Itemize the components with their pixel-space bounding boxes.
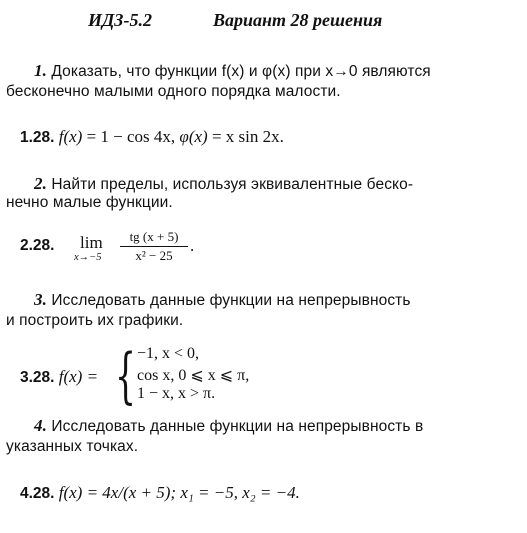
item4-label: 4.28. — [20, 485, 55, 502]
task1-line1 — [34, 61, 431, 82]
item2-numerator: tg (x + 5) — [129, 229, 179, 244]
item1-f-lhs: f(x) — [58, 127, 83, 146]
item2-label: 2.28. — [20, 237, 55, 254]
task2-line1 — [34, 174, 413, 195]
item1-f-rhs: = 1 − cos 4x, — [86, 127, 176, 146]
item4-body: f(x) = 4x/(x + 5); x₁ = −5, x₂ = −4. — [58, 483, 300, 502]
item3-label: 3.28. — [20, 369, 55, 386]
task1-number: 1. — [34, 61, 47, 80]
task2-number: 2. — [34, 174, 47, 193]
task1-text-1: Доказать, что функции f(x) и φ(x) при x→0 являются — [51, 63, 431, 80]
item3-case1: −1, x < 0, — [137, 345, 200, 362]
item1-phi-lhs: φ(x) — [179, 127, 208, 146]
task2-text-1: Найти пределы, используя эквивалентные беско- — [51, 176, 414, 193]
item1-phi-rhs: = x sin 2x. — [211, 127, 284, 146]
item2-label-wrap — [20, 235, 54, 255]
task3-number: 3. — [34, 290, 47, 309]
item3-case3: 1 − x, x > π. — [137, 385, 216, 402]
task3-text-1: Исследовать данные функции на непрерывность — [51, 292, 411, 309]
item2-end: . — [190, 236, 195, 255]
task4-line2: указанных точках. — [6, 438, 139, 455]
item3-lhs-wrap — [20, 367, 98, 387]
item2-lim-sub: x→−5 — [74, 252, 102, 263]
item1-label: 1.28. — [20, 129, 55, 146]
task3-line1 — [34, 290, 411, 311]
item3-lhs: f(x) = — [58, 367, 99, 386]
task4-number: 4. — [34, 416, 47, 435]
item2-fraction-bar — [120, 246, 188, 247]
item3-brace: { — [115, 341, 137, 411]
header-variant: Вариант 28 решения — [213, 10, 383, 30]
task4-text-1: Исследовать данные функции на непрерывность в — [51, 418, 424, 435]
item4-formula — [20, 483, 300, 503]
item1-formula — [20, 127, 284, 147]
header-code: ИДЗ-5.2 — [88, 10, 152, 30]
task1-line2: бесконечно малыми одного порядка малости. — [6, 83, 341, 100]
task3-line2: и построить их графики. — [6, 312, 184, 329]
item3-case2: cos x, 0 ⩽ x ⩽ π, — [137, 367, 250, 384]
item2-denominator: x² − 25 — [135, 248, 173, 263]
item2-lim: lim — [80, 233, 103, 252]
task2-line2: нечно малые функции. — [6, 194, 173, 211]
task4-line1 — [34, 416, 423, 437]
